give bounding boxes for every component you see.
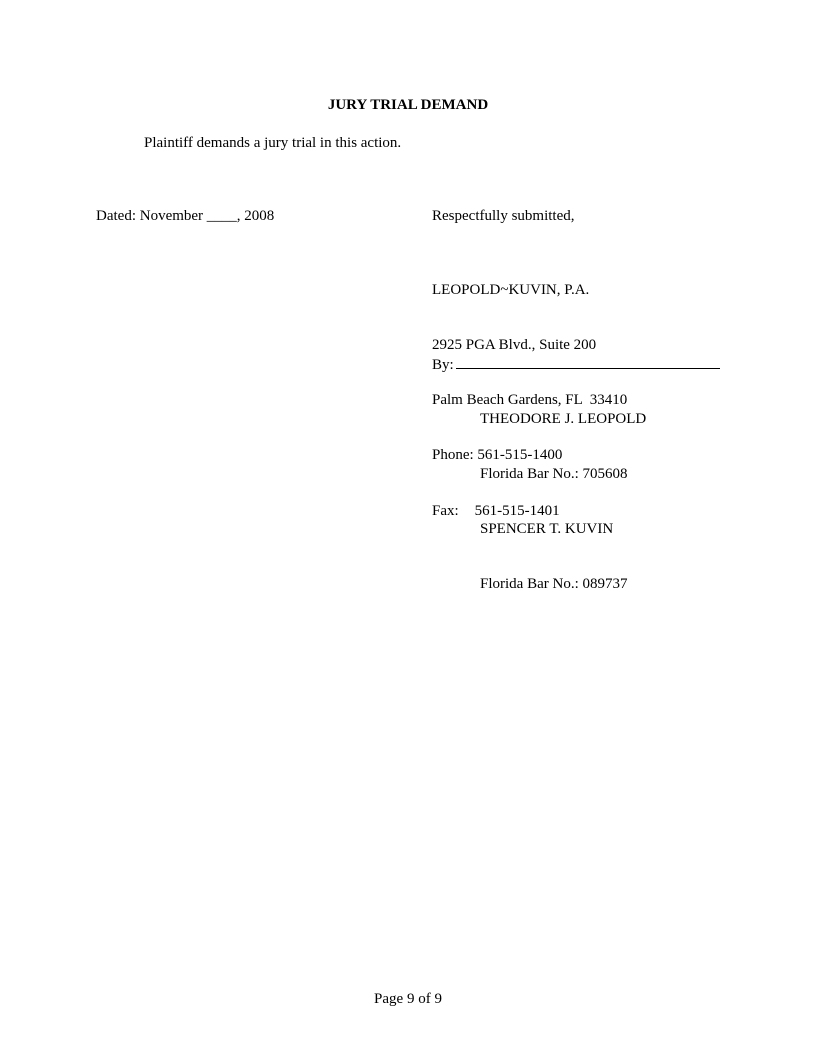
firm-city: Palm Beach Gardens, FL 33410 [432, 392, 628, 409]
firm-phone: Phone: 561-515-1400 [432, 447, 563, 464]
firm-street: 2925 PGA Blvd., Suite 200 [432, 337, 597, 354]
section-heading: JURY TRIAL DEMAND [327, 97, 489, 113]
jury-demand-text: Plaintiff demands a jury trial in this action. [144, 135, 402, 151]
attorney-block [480, 373, 646, 612]
signature-rule [456, 354, 720, 369]
by-label: By: [432, 357, 454, 373]
page-number: Page 9 of 9 [374, 991, 442, 1007]
attorney-name: THEODORE J. LEOPOLD [480, 410, 647, 427]
fax-label: Fax: [432, 502, 459, 519]
attorney-bar-number: Florida Bar No.: 089737 [480, 576, 628, 593]
dated-line: Dated: November ____, 2008 [96, 208, 275, 224]
attorney-bar-number: Florida Bar No.: 705608 [480, 466, 628, 483]
firm-name: LEOPOLD~KUVIN, P.A. [432, 281, 590, 298]
attorney-name: SPENCER T. KUVIN [480, 521, 614, 538]
fax-number: 561-515-1401 [474, 502, 560, 519]
signature-line [432, 354, 720, 374]
closing-text: Respectfully submitted, [432, 208, 575, 224]
